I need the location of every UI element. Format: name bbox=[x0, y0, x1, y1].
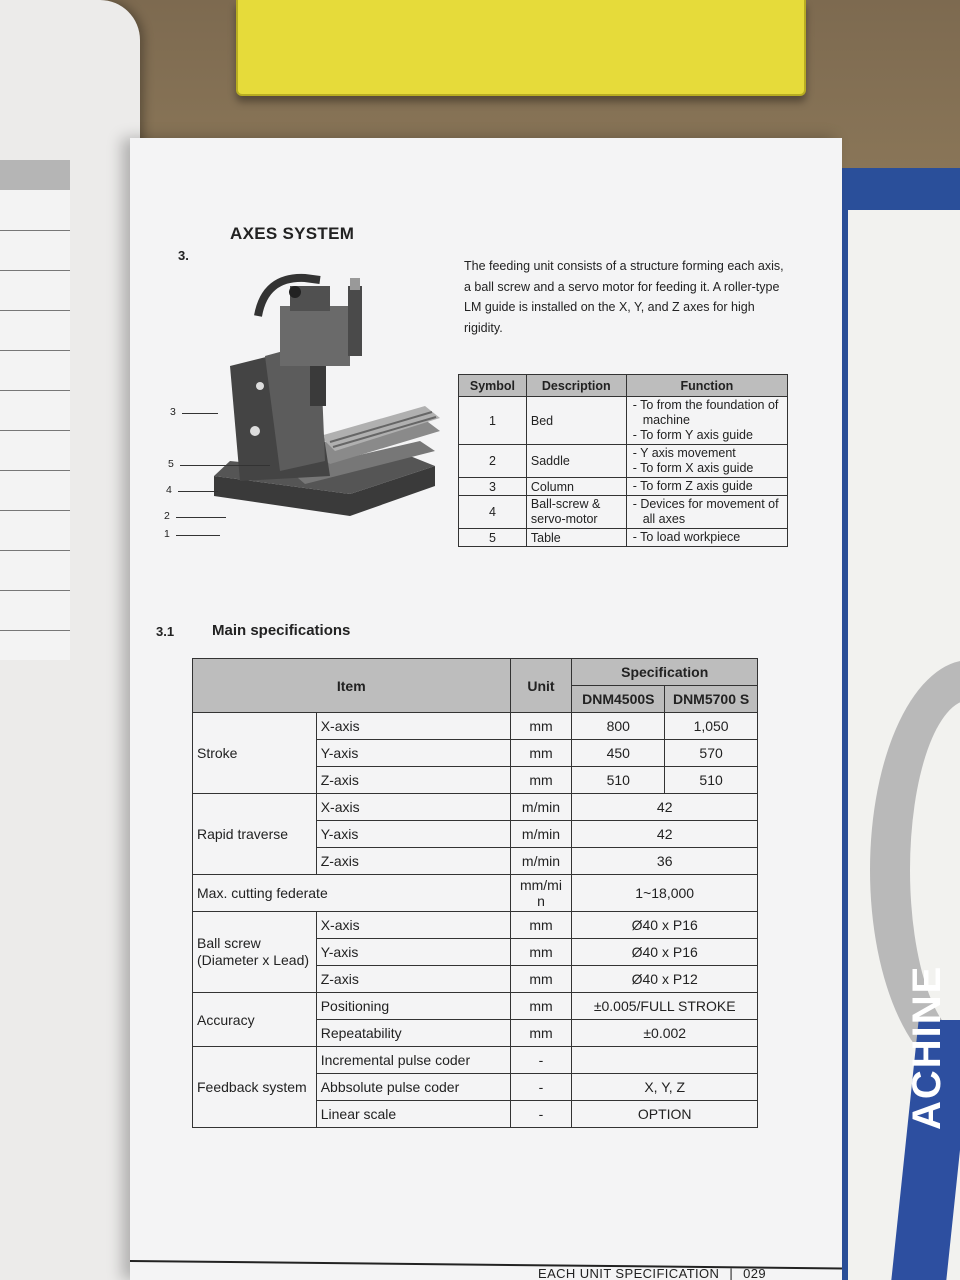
unit-cell: mm bbox=[510, 966, 572, 993]
spec-header-row bbox=[193, 659, 758, 686]
callout-4: 4 bbox=[166, 484, 172, 496]
unit-cell: m/min bbox=[510, 821, 572, 848]
callout-1: 1 bbox=[164, 528, 170, 540]
table-row bbox=[459, 397, 788, 445]
group-rapid-traverse: Rapid traverse bbox=[193, 794, 317, 875]
value-cell: X, Y, Z bbox=[572, 1074, 758, 1101]
table-row bbox=[459, 478, 788, 496]
unit-cell: mm bbox=[510, 993, 572, 1020]
function-cell bbox=[626, 496, 787, 529]
value-cell: OPTION bbox=[572, 1101, 758, 1128]
description-cell: Ball-screw & servo-motor bbox=[526, 496, 626, 529]
function-text: To form Y axis guide bbox=[640, 428, 753, 442]
value-cell: 800 bbox=[572, 713, 665, 740]
symbol-cell: 5 bbox=[459, 529, 527, 547]
axis-cell: X-axis bbox=[316, 713, 510, 740]
item-cell: Incremental pulse coder bbox=[316, 1047, 510, 1074]
header-function: Function bbox=[626, 375, 787, 397]
value-cell bbox=[572, 1047, 758, 1074]
value-cell: ±0.002 bbox=[572, 1020, 758, 1047]
axis-cell: X-axis bbox=[316, 912, 510, 939]
callout-line-2 bbox=[176, 517, 226, 518]
value-cell: 450 bbox=[572, 740, 665, 767]
value-cell: 36 bbox=[572, 848, 758, 875]
group-max-cutting: Max. cutting federate bbox=[193, 875, 511, 912]
header-unit: Unit bbox=[510, 659, 572, 713]
function-text: To form X axis guide bbox=[640, 461, 754, 475]
subsection-title: Main specifications bbox=[212, 622, 351, 639]
axis-cell: Y-axis bbox=[316, 740, 510, 767]
function-cell bbox=[626, 529, 787, 547]
function-text: Y axis movement bbox=[640, 446, 736, 460]
section-title: AXES SYSTEM bbox=[230, 224, 355, 243]
axis-cell: Y-axis bbox=[316, 939, 510, 966]
document-page bbox=[130, 138, 842, 1280]
page-number: 029 bbox=[743, 1266, 767, 1280]
function-line: - Devices for movement of all axes bbox=[632, 497, 779, 526]
axis-cell: Z-axis bbox=[316, 966, 510, 993]
axis-cell: Z-axis bbox=[316, 848, 510, 875]
function-line: - To form X axis guide bbox=[632, 461, 754, 475]
function-line: - Y axis movement bbox=[632, 446, 736, 460]
unit-cell: mm bbox=[510, 767, 572, 794]
function-cell bbox=[626, 397, 787, 445]
unit-cell: - bbox=[510, 1074, 572, 1101]
value-cell: 510 bbox=[665, 767, 758, 794]
symbol-table-header bbox=[459, 375, 788, 397]
group-stroke: Stroke bbox=[193, 713, 317, 794]
footer-separator: | bbox=[729, 1266, 734, 1280]
unit-cell: mm bbox=[510, 713, 572, 740]
unit-cell: m/min bbox=[510, 794, 572, 821]
value-cell: 42 bbox=[572, 794, 758, 821]
header-model-b: DNM5700 S bbox=[665, 686, 758, 713]
subsection-number: 3.1 bbox=[156, 624, 175, 639]
unit-cell: mm bbox=[510, 939, 572, 966]
unit-cell: mm bbox=[510, 740, 572, 767]
unit-cell: mm bbox=[510, 1020, 572, 1047]
page-footer bbox=[538, 1266, 766, 1280]
callout-line-1 bbox=[176, 535, 220, 536]
header-description: Description bbox=[526, 375, 626, 397]
function-text: To load workpiece bbox=[640, 530, 741, 544]
symbol-cell: 4 bbox=[459, 496, 527, 529]
axis-cell: Y-axis bbox=[316, 821, 510, 848]
table-row bbox=[193, 794, 758, 821]
group-ball-screw: Ball screw (Diameter x Lead) bbox=[193, 912, 317, 993]
symbol-cell: 3 bbox=[459, 478, 527, 496]
function-text: To from the foundation of machine bbox=[640, 398, 779, 427]
symbol-cell: 2 bbox=[459, 445, 527, 478]
section-intro: The feeding unit consists of a structure forming each axis, a ball screw and a servo motor for feeding it. A roller-type LM guide is installed on the X, Y, and Z axes for high rigidity. bbox=[464, 259, 784, 335]
unit-cell: - bbox=[510, 1101, 572, 1128]
axis-cell: Z-axis bbox=[316, 767, 510, 794]
unit-cell: mm/mi n bbox=[510, 875, 572, 912]
callout-line-3 bbox=[182, 413, 218, 414]
value-cell: ±0.005/FULL STROKE bbox=[572, 993, 758, 1020]
value-cell: 510 bbox=[572, 767, 665, 794]
machine-illustration bbox=[170, 266, 450, 556]
item-cell: Abbsolute pulse coder bbox=[316, 1074, 510, 1101]
function-line: - To from the foundation of machine bbox=[632, 398, 779, 427]
function-cell bbox=[626, 478, 787, 496]
value-cell: 1~18,000 bbox=[572, 875, 758, 912]
header-item: Item bbox=[193, 659, 511, 713]
function-line: - To form Z axis guide bbox=[632, 479, 753, 493]
item-cell: Positioning bbox=[316, 993, 510, 1020]
main-specifications-table bbox=[192, 658, 758, 1128]
axis-cell: X-axis bbox=[316, 794, 510, 821]
group-accuracy: Accuracy bbox=[193, 993, 317, 1047]
table-row bbox=[193, 1047, 758, 1074]
unit-cell: mm bbox=[510, 912, 572, 939]
left-page-table bbox=[0, 160, 70, 660]
function-cell bbox=[626, 445, 787, 478]
description-cell: Table bbox=[526, 529, 626, 547]
footer-title: EACH UNIT SPECIFICATION bbox=[538, 1266, 720, 1280]
header-symbol: Symbol bbox=[459, 375, 527, 397]
group-feedback-system: Feedback system bbox=[193, 1047, 317, 1128]
value-cell: Ø40 x P16 bbox=[572, 912, 758, 939]
function-text: Devices for movement of all axes bbox=[640, 497, 779, 526]
callout-3: 3 bbox=[170, 406, 176, 418]
binder-spine-text: ACHINE bbox=[905, 964, 949, 1130]
table-row bbox=[193, 713, 758, 740]
description-cell: Bed bbox=[526, 397, 626, 445]
left-page bbox=[0, 0, 140, 1280]
symbol-table bbox=[458, 374, 788, 547]
function-line: - To load workpiece bbox=[632, 530, 741, 544]
callout-line-5 bbox=[180, 465, 270, 466]
unit-cell: - bbox=[510, 1047, 572, 1074]
value-cell: 1,050 bbox=[665, 713, 758, 740]
table-row bbox=[193, 875, 758, 912]
value-cell: Ø40 x P12 bbox=[572, 966, 758, 993]
callout-5: 5 bbox=[168, 458, 174, 470]
table-row bbox=[193, 993, 758, 1020]
function-line: - To form Y axis guide bbox=[632, 428, 753, 442]
item-cell: Repeatability bbox=[316, 1020, 510, 1047]
description-cell: Column bbox=[526, 478, 626, 496]
header-specification: Specification bbox=[572, 659, 758, 686]
table-row bbox=[193, 912, 758, 939]
value-cell: 570 bbox=[665, 740, 758, 767]
value-cell: 42 bbox=[572, 821, 758, 848]
symbol-cell: 1 bbox=[459, 397, 527, 445]
unit-cell: m/min bbox=[510, 848, 572, 875]
callout-2: 2 bbox=[164, 510, 170, 522]
item-cell: Linear scale bbox=[316, 1101, 510, 1128]
callout-line-4 bbox=[178, 491, 218, 492]
yellow-box bbox=[236, 0, 806, 96]
section-number: 3. bbox=[178, 248, 189, 263]
description-cell: Saddle bbox=[526, 445, 626, 478]
table-row bbox=[459, 529, 788, 547]
header-model-a: DNM4500S bbox=[572, 686, 665, 713]
table-row bbox=[459, 496, 788, 529]
table-row bbox=[459, 445, 788, 478]
function-text: To form Z axis guide bbox=[640, 479, 753, 493]
value-cell: Ø40 x P16 bbox=[572, 939, 758, 966]
